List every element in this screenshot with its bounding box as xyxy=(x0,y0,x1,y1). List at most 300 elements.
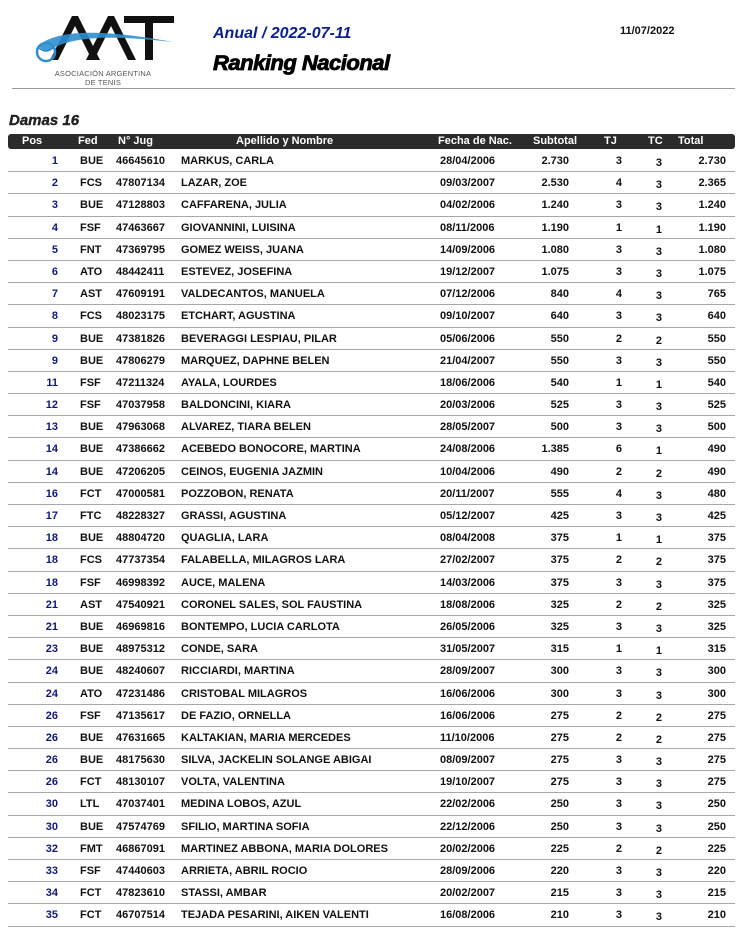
col-header-pos: Pos xyxy=(22,135,43,147)
cell-total: 215 xyxy=(707,887,726,900)
table-row xyxy=(8,194,735,216)
cell-pos: 30 xyxy=(45,820,58,833)
table-row xyxy=(8,438,735,460)
cell-pos: 30 xyxy=(45,798,58,811)
cell-pos: 23 xyxy=(45,643,58,656)
cell-tj: 3 xyxy=(615,776,622,789)
cell-tc: 2 xyxy=(655,844,662,857)
table-row xyxy=(8,350,735,372)
cell-player-name: ALVAREZ, TIARA BELEN xyxy=(181,421,311,434)
table-row xyxy=(8,461,735,483)
cell-tc: 1 xyxy=(655,534,662,547)
cell-tj: 6 xyxy=(615,443,622,456)
cell-tj: 2 xyxy=(615,709,622,722)
cell-total: 1.190 xyxy=(698,221,726,234)
cell-birth-date: 11/10/2006 xyxy=(440,731,495,744)
cell-tj: 1 xyxy=(615,532,622,545)
cell-subtotal: 250 xyxy=(550,820,569,833)
cell-total: 1.075 xyxy=(698,265,726,278)
cell-total: 1.080 xyxy=(698,243,726,256)
cell-total: 765 xyxy=(707,288,726,301)
cell-fed: BUE xyxy=(80,354,104,367)
cell-player-name: RICCIARDI, MARTINA xyxy=(181,665,295,678)
header-divider xyxy=(12,88,735,89)
col-header-subtotal: Subtotal xyxy=(533,135,577,147)
cell-subtotal: 225 xyxy=(550,842,569,855)
cell-subtotal: 1.080 xyxy=(541,243,569,256)
cell-fed: BUE xyxy=(80,421,104,434)
aat-logo xyxy=(28,8,178,90)
cell-player-number: 47807134 xyxy=(116,177,165,190)
cell-fed: BUE xyxy=(80,465,104,478)
cell-total: 490 xyxy=(707,443,726,456)
cell-total: 550 xyxy=(707,354,726,367)
cell-player-number: 47806279 xyxy=(116,354,165,367)
cell-player-name: VALDECANTOS, MANUELA xyxy=(181,288,325,301)
cell-pos: 18 xyxy=(45,532,58,545)
cell-player-number: 48175630 xyxy=(116,754,165,767)
cell-player-number: 48804720 xyxy=(116,532,165,545)
cell-player-number: 47574769 xyxy=(116,820,165,833)
cell-tj: 2 xyxy=(615,332,622,345)
cell-birth-date: 20/02/2006 xyxy=(440,842,496,855)
table-row xyxy=(8,172,735,194)
cell-subtotal: 640 xyxy=(550,310,569,323)
cell-tc: 3 xyxy=(655,179,662,192)
col-header-fed: Fed xyxy=(78,135,98,147)
cell-subtotal: 540 xyxy=(550,376,569,389)
cell-player-name: KALTAKIAN, MARIA MERCEDES xyxy=(181,731,351,744)
cell-tc: 3 xyxy=(655,423,662,436)
cell-birth-date: 09/10/2007 xyxy=(440,310,496,323)
cell-total: 540 xyxy=(707,376,726,389)
cell-tj: 4 xyxy=(615,177,622,190)
cell-tc: 1 xyxy=(655,645,662,658)
cell-pos: 35 xyxy=(45,909,58,922)
cell-fed: BUE xyxy=(80,332,104,345)
cell-tj: 3 xyxy=(615,310,622,323)
cell-tc: 2 xyxy=(655,733,662,746)
table-row xyxy=(8,638,735,660)
table-row xyxy=(8,838,735,860)
cell-player-number: 48442411 xyxy=(116,265,165,278)
cell-tc: 2 xyxy=(655,600,662,613)
cell-player-number: 47737354 xyxy=(116,554,165,567)
cell-player-number: 47823610 xyxy=(116,887,165,900)
cell-player-number: 46867091 xyxy=(116,842,165,855)
cell-player-number: 46969816 xyxy=(116,620,165,633)
table-row xyxy=(8,372,735,394)
cell-total: 425 xyxy=(707,510,726,522)
cell-tj: 3 xyxy=(615,421,622,434)
cell-tc: 2 xyxy=(655,711,662,724)
cell-subtotal: 250 xyxy=(550,798,569,811)
cell-birth-date: 16/06/2006 xyxy=(440,709,496,722)
cell-player-number: 47386662 xyxy=(116,443,165,456)
cell-player-name: AYALA, LOURDES xyxy=(181,376,277,389)
cell-pos: 17 xyxy=(45,510,58,522)
cell-fed: BUE xyxy=(80,820,104,833)
cell-player-number: 47381826 xyxy=(116,332,165,345)
cell-total: 640 xyxy=(707,310,726,323)
cell-pos: 34 xyxy=(45,887,58,900)
cell-birth-date: 14/03/2006 xyxy=(440,576,496,589)
report-title: Ranking Nacional xyxy=(213,52,390,75)
cell-subtotal: 490 xyxy=(550,465,569,478)
cell-player-number: 48130107 xyxy=(116,776,165,789)
cell-total: 525 xyxy=(707,399,726,412)
cell-tj: 3 xyxy=(615,909,622,922)
cell-birth-date: 20/03/2006 xyxy=(440,399,496,412)
cell-tj: 4 xyxy=(615,288,622,301)
cell-total: 490 xyxy=(707,465,726,478)
cell-tc: 3 xyxy=(655,578,662,591)
cell-birth-date: 26/05/2006 xyxy=(440,620,496,633)
cell-pos: 21 xyxy=(45,620,58,633)
cell-fed: BUE xyxy=(80,443,104,456)
cell-player-number: 47128803 xyxy=(116,199,165,212)
cell-player-name: MARTINEZ ABBONA, MARIA DOLORES xyxy=(181,842,388,855)
cell-subtotal: 550 xyxy=(550,332,569,345)
cell-subtotal: 375 xyxy=(550,532,569,545)
cell-birth-date: 14/09/2006 xyxy=(440,243,496,256)
cell-fed: BUE xyxy=(80,731,104,744)
table-row xyxy=(8,771,735,793)
cell-subtotal: 555 xyxy=(550,487,569,500)
cell-birth-date: 28/05/2007 xyxy=(440,421,496,434)
cell-total: 375 xyxy=(707,554,726,567)
cell-birth-date: 18/06/2006 xyxy=(440,376,496,389)
col-header-total: Total xyxy=(678,135,704,147)
cell-tc: 3 xyxy=(655,867,662,879)
cell-fed: BUE xyxy=(80,620,104,633)
cell-tj: 3 xyxy=(615,820,622,833)
cell-tc: 3 xyxy=(655,911,662,924)
cell-total: 210 xyxy=(707,909,726,922)
cell-player-name: BEVERAGGI LESPIAU, PILAR xyxy=(181,332,337,345)
cell-tj: 1 xyxy=(615,221,622,234)
cell-tj: 3 xyxy=(615,354,622,367)
table-row xyxy=(8,150,735,172)
cell-player-name: GRASSI, AGUSTINA xyxy=(181,510,287,522)
cell-fed: FTC xyxy=(80,510,102,522)
cell-player-name: MEDINA LOBOS, AZUL xyxy=(181,798,302,811)
cell-subtotal: 375 xyxy=(550,554,569,567)
cell-birth-date: 08/04/2008 xyxy=(440,532,496,545)
cell-player-number: 47000581 xyxy=(116,487,165,500)
cell-subtotal: 2.530 xyxy=(541,177,569,190)
cell-subtotal: 1.385 xyxy=(541,443,569,456)
table-header xyxy=(8,134,735,149)
cell-tj: 3 xyxy=(615,243,622,256)
cell-subtotal: 275 xyxy=(550,709,569,722)
cell-pos: 5 xyxy=(51,243,58,256)
logo-line-1: ASOCIACIÓN ARGENTINA xyxy=(54,69,152,78)
cell-total: 300 xyxy=(707,687,726,700)
cell-tc: 2 xyxy=(655,467,662,480)
cell-tc: 3 xyxy=(655,201,662,214)
cell-subtotal: 2.730 xyxy=(541,155,569,167)
table-row xyxy=(8,793,735,815)
cell-total: 550 xyxy=(707,332,726,345)
cell-pos: 1 xyxy=(51,155,58,167)
cell-tj: 3 xyxy=(615,576,622,589)
cell-fed: FCS xyxy=(80,177,102,190)
cell-player-name: SILVA, JACKELIN SOLANGE ABIGAI xyxy=(181,754,372,767)
table-row xyxy=(8,239,735,261)
cell-birth-date: 09/03/2007 xyxy=(440,177,496,190)
cell-birth-date: 05/12/2007 xyxy=(440,510,496,522)
section-title: Damas 16 xyxy=(9,112,80,129)
cell-player-name: ARRIETA, ABRIL ROCIO xyxy=(181,865,308,877)
cell-total: 375 xyxy=(707,532,726,545)
cell-birth-date: 21/04/2007 xyxy=(440,354,496,367)
table-row xyxy=(8,527,735,549)
cell-tc: 3 xyxy=(655,512,662,524)
ranking-table-body xyxy=(8,150,735,927)
cell-player-name: GOMEZ WEISS, JUANA xyxy=(181,243,304,256)
cell-total: 220 xyxy=(707,865,726,877)
cell-pos: 3 xyxy=(51,199,58,212)
cell-tc: 3 xyxy=(655,778,662,791)
cell-subtotal: 550 xyxy=(550,354,569,367)
cell-subtotal: 500 xyxy=(550,421,569,434)
cell-pos: 26 xyxy=(45,776,58,789)
cell-player-name: CEINOS, EUGENIA JAZMIN xyxy=(181,465,323,478)
table-row xyxy=(8,217,735,239)
table-row xyxy=(8,283,735,305)
cell-pos: 9 xyxy=(51,354,58,367)
cell-player-number: 47463667 xyxy=(116,221,165,234)
cell-player-number: 47211324 xyxy=(116,376,165,389)
cell-tc: 3 xyxy=(655,800,662,813)
cell-subtotal: 840 xyxy=(550,288,569,301)
cell-player-name: QUAGLIA, LARA xyxy=(181,532,269,545)
cell-total: 275 xyxy=(707,776,726,789)
cell-birth-date: 19/10/2007 xyxy=(440,776,496,789)
table-row xyxy=(8,261,735,283)
table-row xyxy=(8,660,735,682)
cell-subtotal: 525 xyxy=(550,399,569,412)
cell-tj: 3 xyxy=(615,687,622,700)
cell-tc: 3 xyxy=(655,889,662,902)
cell-pos: 6 xyxy=(51,265,58,278)
cell-pos: 2 xyxy=(51,177,58,190)
table-row xyxy=(8,616,735,638)
cell-pos: 24 xyxy=(45,665,58,678)
cell-subtotal: 220 xyxy=(550,865,569,877)
table-row xyxy=(8,305,735,327)
cell-subtotal: 425 xyxy=(550,510,569,522)
cell-fed: BUE xyxy=(80,199,104,212)
cell-subtotal: 325 xyxy=(550,620,569,633)
cell-tj: 3 xyxy=(615,887,622,900)
cell-pos: 12 xyxy=(45,399,58,412)
cell-tc: 2 xyxy=(655,334,662,347)
cell-player-number: 47135617 xyxy=(116,709,165,722)
table-row xyxy=(8,749,735,771)
cell-total: 2.365 xyxy=(698,177,726,190)
col-header-tc: TC xyxy=(648,135,663,147)
cell-player-name: BALDONCINI, KIARA xyxy=(181,399,291,412)
cell-fed: LTL xyxy=(80,798,100,811)
table-row xyxy=(8,882,735,904)
table-row xyxy=(8,394,735,416)
cell-birth-date: 22/02/2006 xyxy=(440,798,496,811)
cell-subtotal: 1.190 xyxy=(541,221,569,234)
cell-tj: 2 xyxy=(615,465,622,478)
cell-player-number: 47440603 xyxy=(116,865,165,877)
cell-subtotal: 275 xyxy=(550,776,569,789)
cell-player-number: 47631665 xyxy=(116,731,165,744)
cell-fed: FNT xyxy=(80,243,102,256)
cell-birth-date: 18/08/2006 xyxy=(440,598,496,611)
cell-subtotal: 1.075 xyxy=(541,265,569,278)
cell-player-number: 47963068 xyxy=(116,421,165,434)
cell-tc: 3 xyxy=(655,689,662,702)
cell-player-name: ACEBEDO BONOCORE, MARTINA xyxy=(181,443,361,456)
cell-pos: 14 xyxy=(45,465,58,478)
cell-tj: 3 xyxy=(615,620,622,633)
cell-fed: ATO xyxy=(80,265,103,278)
cell-player-name: CORONEL SALES, SOL FAUSTINA xyxy=(181,598,363,611)
cell-birth-date: 10/04/2006 xyxy=(440,465,496,478)
cell-player-name: DE FAZIO, ORNELLA xyxy=(181,709,291,722)
cell-birth-date: 31/05/2007 xyxy=(440,643,496,656)
cell-tj: 3 xyxy=(615,510,622,522)
cell-pos: 4 xyxy=(51,221,58,234)
cell-total: 275 xyxy=(707,731,726,744)
aat-logo-mark xyxy=(28,8,178,68)
cell-pos: 8 xyxy=(51,310,58,323)
cell-player-name: FALABELLA, MILAGROS LARA xyxy=(181,554,346,567)
cell-tc: 3 xyxy=(655,245,662,258)
cell-birth-date: 28/04/2006 xyxy=(440,155,496,167)
cell-tc: 2 xyxy=(655,556,662,569)
cell-tj: 1 xyxy=(615,643,622,656)
cell-birth-date: 28/09/2007 xyxy=(440,665,496,678)
cell-total: 500 xyxy=(707,421,726,434)
cell-pos: 14 xyxy=(45,443,58,456)
cell-birth-date: 24/08/2006 xyxy=(440,443,496,456)
cell-player-name: POZZOBON, RENATA xyxy=(181,487,294,500)
cell-pos: 13 xyxy=(45,421,58,434)
cell-fed: BUE xyxy=(80,155,104,167)
cell-birth-date: 05/06/2006 xyxy=(440,332,496,345)
logo-line-2: DE TENIS xyxy=(84,78,122,87)
cell-player-name: STASSI, AMBAR xyxy=(181,887,267,900)
cell-player-number: 47037958 xyxy=(116,399,165,412)
cell-subtotal: 300 xyxy=(550,687,569,700)
cell-total: 375 xyxy=(707,576,726,589)
cell-player-name: CRISTOBAL MILAGROS xyxy=(181,687,308,700)
cell-pos: 26 xyxy=(45,731,58,744)
cell-tc: 1 xyxy=(655,223,662,236)
cell-birth-date: 20/11/2007 xyxy=(440,487,495,500)
cell-fed: FSF xyxy=(80,576,101,589)
cell-pos: 32 xyxy=(45,842,58,855)
cell-subtotal: 210 xyxy=(550,909,569,922)
cell-tj: 3 xyxy=(615,798,622,811)
cell-player-name: CONDE, SARA xyxy=(181,643,259,656)
cell-birth-date: 27/02/2007 xyxy=(440,554,496,567)
cell-fed: BUE xyxy=(80,665,104,678)
cell-birth-date: 08/11/2006 xyxy=(440,221,495,234)
cell-birth-date: 04/02/2006 xyxy=(440,199,496,212)
table-row xyxy=(8,505,735,527)
cell-total: 275 xyxy=(707,754,726,767)
cell-fed: ATO xyxy=(80,687,103,700)
cell-subtotal: 215 xyxy=(550,887,569,900)
cell-fed: FMT xyxy=(80,842,103,855)
table-row xyxy=(8,328,735,350)
cell-birth-date: 22/12/2006 xyxy=(440,820,496,833)
cell-player-name: MARKUS, CARLA xyxy=(181,155,274,167)
col-header-jug: N° Jug xyxy=(118,135,153,147)
cell-player-name: MARQUEZ, DAPHNE BELEN xyxy=(181,354,330,367)
cell-total: 225 xyxy=(707,842,726,855)
cell-fed: FCT xyxy=(80,776,102,789)
col-header-name: Apellido y Nombre xyxy=(236,135,334,147)
cell-total: 275 xyxy=(707,709,726,722)
cell-player-name: LAZAR, ZOE xyxy=(181,177,247,190)
cell-total: 250 xyxy=(707,820,726,833)
cell-tc: 3 xyxy=(655,401,662,414)
cell-pos: 16 xyxy=(45,487,58,500)
cell-player-number: 47037401 xyxy=(116,798,165,811)
cell-birth-date: 28/09/2006 xyxy=(440,865,496,877)
cell-tc: 3 xyxy=(655,622,662,635)
cell-fed: FSF xyxy=(80,709,101,722)
cell-player-name: VOLTA, VALENTINA xyxy=(181,776,285,789)
cell-fed: FSF xyxy=(80,221,101,234)
cell-tj: 3 xyxy=(615,754,622,767)
cell-fed: BUE xyxy=(80,643,104,656)
cell-fed: FSF xyxy=(80,865,101,877)
report-date: 11/07/2022 xyxy=(620,25,675,37)
cell-fed: FSF xyxy=(80,399,101,412)
cell-player-number: 46998392 xyxy=(116,576,165,589)
cell-fed: BUE xyxy=(80,754,104,767)
cell-tj: 3 xyxy=(615,155,622,167)
table-row xyxy=(8,816,735,838)
table-row xyxy=(8,594,735,616)
cell-pos: 21 xyxy=(45,598,58,611)
cell-tc: 3 xyxy=(655,356,662,369)
cell-subtotal: 315 xyxy=(550,643,569,656)
cell-tj: 3 xyxy=(615,265,622,278)
cell-player-number: 48023175 xyxy=(116,310,165,323)
cell-tj: 2 xyxy=(615,598,622,611)
cell-subtotal: 300 xyxy=(550,665,569,678)
cell-pos: 7 xyxy=(51,288,58,301)
table-row xyxy=(8,416,735,438)
cell-fed: FCS xyxy=(80,554,102,567)
cell-player-number: 46707514 xyxy=(116,909,165,922)
cell-player-number: 48228327 xyxy=(116,510,165,522)
table-row xyxy=(8,860,735,882)
cell-tj: 2 xyxy=(615,731,622,744)
cell-tc: 3 xyxy=(655,667,662,680)
cell-tc: 3 xyxy=(655,756,662,769)
cell-total: 300 xyxy=(707,665,726,678)
cell-total: 480 xyxy=(707,487,726,500)
cell-fed: FSF xyxy=(80,376,101,389)
table-row xyxy=(8,683,735,705)
table-row xyxy=(8,727,735,749)
cell-total: 325 xyxy=(707,598,726,611)
cell-fed: FCT xyxy=(80,887,102,900)
